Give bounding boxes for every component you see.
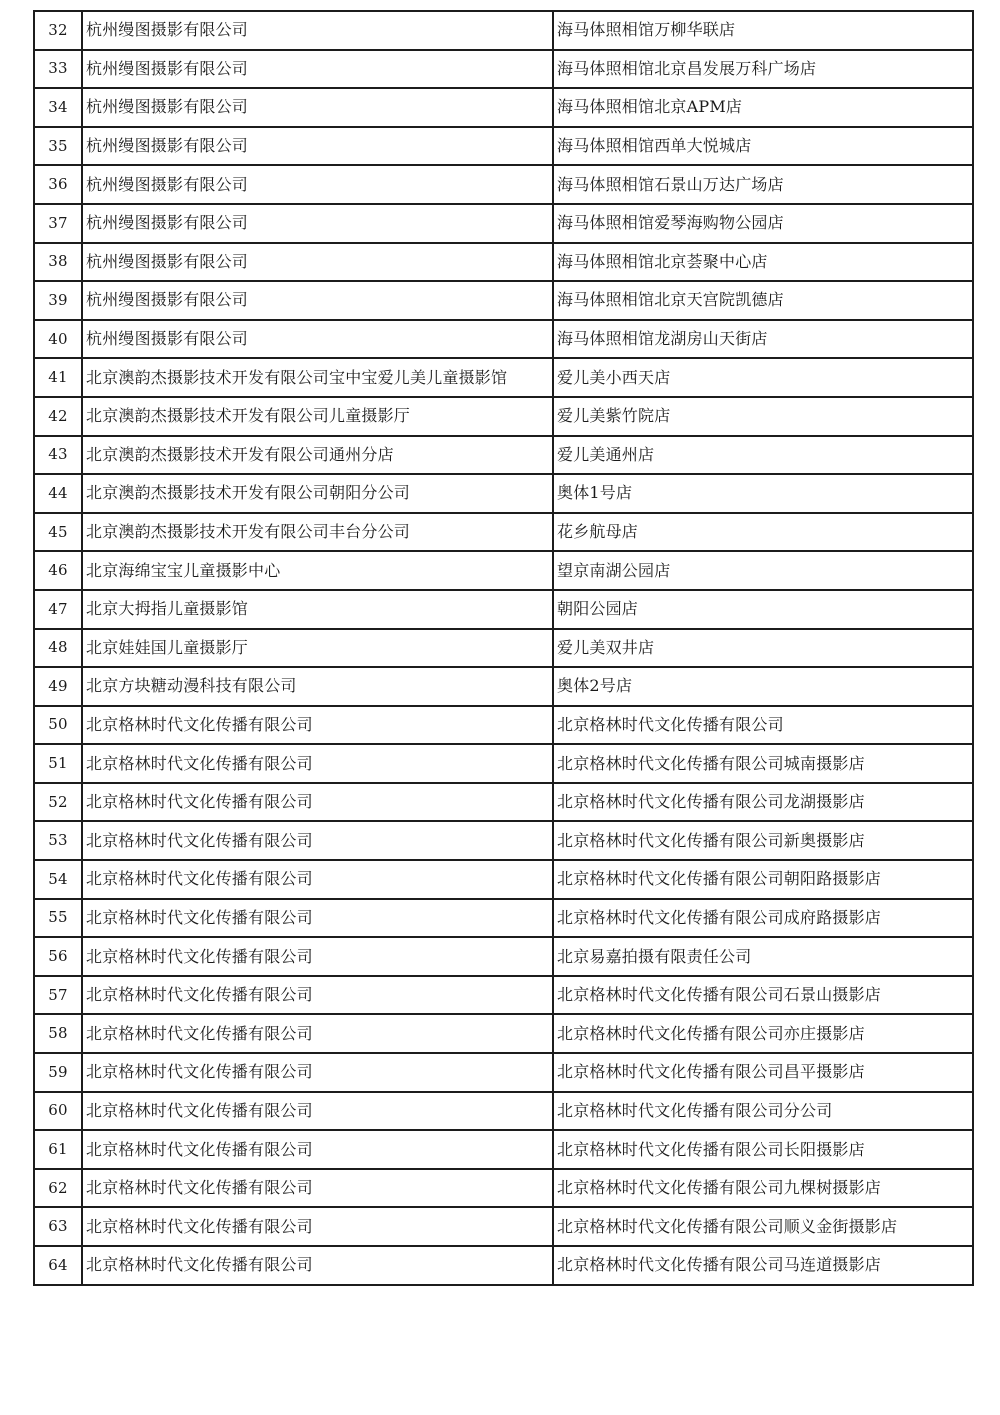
table-row [34, 821, 973, 860]
store-name-cell: 奥体2号店 [553, 667, 973, 706]
company-name-cell: 北京方块糖动漫科技有限公司 [82, 667, 553, 706]
company-name-cell: 北京格林时代文化传播有限公司 [82, 1014, 553, 1053]
table-row [34, 1014, 973, 1053]
store-name-cell: 海马体照相馆北京昌发展万科广场店 [553, 50, 973, 89]
store-list-table [33, 10, 974, 1286]
company-name-cell: 北京海绵宝宝儿童摄影中心 [82, 551, 553, 590]
company-name-cell: 北京格林时代文化传播有限公司 [82, 1092, 553, 1131]
company-name-cell: 北京格林时代文化传播有限公司 [82, 937, 553, 976]
row-number-cell: 59 [34, 1053, 82, 1092]
row-number-cell: 55 [34, 899, 82, 938]
row-number-cell: 48 [34, 629, 82, 668]
row-number-cell: 45 [34, 513, 82, 552]
company-name-cell: 北京大拇指儿童摄影馆 [82, 590, 553, 629]
table-row [34, 899, 973, 938]
store-name-cell: 北京格林时代文化传播有限公司马连道摄影店 [553, 1246, 973, 1285]
row-number-cell: 52 [34, 783, 82, 822]
company-name-cell: 北京澳韵杰摄影技术开发有限公司朝阳分公司 [82, 474, 553, 513]
row-number-cell: 33 [34, 50, 82, 89]
store-name-cell: 爱儿美通州店 [553, 436, 973, 475]
store-name-cell: 北京格林时代文化传播有限公司成府路摄影店 [553, 899, 973, 938]
company-name-cell: 杭州缦图摄影有限公司 [82, 320, 553, 359]
row-number-cell: 36 [34, 165, 82, 204]
store-name-cell: 北京格林时代文化传播有限公司顺义金街摄影店 [553, 1207, 973, 1246]
row-number-cell: 64 [34, 1246, 82, 1285]
company-name-cell: 杭州缦图摄影有限公司 [82, 281, 553, 320]
row-number-cell: 41 [34, 358, 82, 397]
table-row [34, 358, 973, 397]
row-number-cell: 39 [34, 281, 82, 320]
store-name-cell: 爱儿美紫竹院店 [553, 397, 973, 436]
store-name-cell: 海马体照相馆北京天宫院凯德店 [553, 281, 973, 320]
company-name-cell: 北京娃娃国儿童摄影厅 [82, 629, 553, 668]
table-row [34, 1169, 973, 1208]
row-number-cell: 47 [34, 590, 82, 629]
store-name-cell: 朝阳公园店 [553, 590, 973, 629]
row-number-cell: 34 [34, 88, 82, 127]
row-number-cell: 54 [34, 860, 82, 899]
table-row [34, 783, 973, 822]
company-name-cell: 北京澳韵杰摄影技术开发有限公司丰台分公司 [82, 513, 553, 552]
company-name-cell: 北京格林时代文化传播有限公司 [82, 744, 553, 783]
row-number-cell: 32 [34, 11, 82, 50]
company-name-cell: 北京格林时代文化传播有限公司 [82, 1169, 553, 1208]
company-name-cell: 北京格林时代文化传播有限公司 [82, 976, 553, 1015]
table-row [34, 1092, 973, 1131]
table-row [34, 551, 973, 590]
row-number-cell: 43 [34, 436, 82, 475]
store-name-cell: 爱儿美小西天店 [553, 358, 973, 397]
row-number-cell: 38 [34, 243, 82, 282]
table-row [34, 1130, 973, 1169]
company-name-cell: 北京澳韵杰摄影技术开发有限公司通州分店 [82, 436, 553, 475]
company-name-cell: 北京格林时代文化传播有限公司 [82, 706, 553, 745]
row-number-cell: 57 [34, 976, 82, 1015]
table-row [34, 88, 973, 127]
company-name-cell: 北京格林时代文化传播有限公司 [82, 899, 553, 938]
table-row [34, 281, 973, 320]
row-number-cell: 40 [34, 320, 82, 359]
store-name-cell: 奥体1号店 [553, 474, 973, 513]
table-body [34, 11, 973, 1285]
company-name-cell: 北京格林时代文化传播有限公司 [82, 783, 553, 822]
store-name-cell: 北京格林时代文化传播有限公司石景山摄影店 [553, 976, 973, 1015]
company-name-cell: 北京格林时代文化传播有限公司 [82, 1246, 553, 1285]
company-name-cell: 北京澳韵杰摄影技术开发有限公司宝中宝爱儿美儿童摄影馆 [82, 358, 553, 397]
company-name-cell: 北京格林时代文化传播有限公司 [82, 1130, 553, 1169]
store-name-cell: 北京格林时代文化传播有限公司 [553, 706, 973, 745]
company-name-cell: 北京格林时代文化传播有限公司 [82, 1207, 553, 1246]
row-number-cell: 46 [34, 551, 82, 590]
table-row [34, 937, 973, 976]
table-row [34, 629, 973, 668]
table-row [34, 1246, 973, 1285]
company-name-cell: 杭州缦图摄影有限公司 [82, 165, 553, 204]
store-name-cell: 北京格林时代文化传播有限公司分公司 [553, 1092, 973, 1131]
table-row [34, 11, 973, 50]
company-name-cell: 北京澳韵杰摄影技术开发有限公司儿童摄影厅 [82, 397, 553, 436]
row-number-cell: 49 [34, 667, 82, 706]
store-name-cell: 望京南湖公园店 [553, 551, 973, 590]
store-name-cell: 海马体照相馆爱琴海购物公园店 [553, 204, 973, 243]
table-row [34, 474, 973, 513]
store-name-cell: 海马体照相馆龙湖房山天街店 [553, 320, 973, 359]
company-name-cell: 杭州缦图摄影有限公司 [82, 127, 553, 166]
store-name-cell: 海马体照相馆万柳华联店 [553, 11, 973, 50]
row-number-cell: 61 [34, 1130, 82, 1169]
table-row [34, 1053, 973, 1092]
row-number-cell: 44 [34, 474, 82, 513]
table-row [34, 1207, 973, 1246]
company-name-cell: 杭州缦图摄影有限公司 [82, 88, 553, 127]
row-number-cell: 35 [34, 127, 82, 166]
store-name-cell: 海马体照相馆西单大悦城店 [553, 127, 973, 166]
store-name-cell: 北京格林时代文化传播有限公司城南摄影店 [553, 744, 973, 783]
row-number-cell: 53 [34, 821, 82, 860]
store-name-cell: 北京格林时代文化传播有限公司昌平摄影店 [553, 1053, 973, 1092]
company-name-cell: 杭州缦图摄影有限公司 [82, 11, 553, 50]
table-row [34, 706, 973, 745]
company-name-cell: 杭州缦图摄影有限公司 [82, 50, 553, 89]
store-name-cell: 北京格林时代文化传播有限公司朝阳路摄影店 [553, 860, 973, 899]
table-row [34, 243, 973, 282]
store-name-cell: 北京格林时代文化传播有限公司长阳摄影店 [553, 1130, 973, 1169]
row-number-cell: 60 [34, 1092, 82, 1131]
table-row [34, 50, 973, 89]
store-name-cell: 海马体照相馆石景山万达广场店 [553, 165, 973, 204]
company-name-cell: 北京格林时代文化传播有限公司 [82, 860, 553, 899]
store-name-cell: 北京格林时代文化传播有限公司龙湖摄影店 [553, 783, 973, 822]
table-row [34, 860, 973, 899]
store-name-cell: 北京格林时代文化传播有限公司亦庄摄影店 [553, 1014, 973, 1053]
table-row [34, 513, 973, 552]
store-name-cell: 北京格林时代文化传播有限公司新奥摄影店 [553, 821, 973, 860]
table-row [34, 320, 973, 359]
store-name-cell: 花乡航母店 [553, 513, 973, 552]
table-row [34, 590, 973, 629]
row-number-cell: 56 [34, 937, 82, 976]
store-name-cell: 海马体照相馆北京荟聚中心店 [553, 243, 973, 282]
company-name-cell: 北京格林时代文化传播有限公司 [82, 1053, 553, 1092]
row-number-cell: 58 [34, 1014, 82, 1053]
table-row [34, 744, 973, 783]
table-row [34, 436, 973, 475]
table-row [34, 667, 973, 706]
company-name-cell: 杭州缦图摄影有限公司 [82, 204, 553, 243]
row-number-cell: 37 [34, 204, 82, 243]
store-name-cell: 爱儿美双井店 [553, 629, 973, 668]
row-number-cell: 63 [34, 1207, 82, 1246]
row-number-cell: 50 [34, 706, 82, 745]
company-name-cell: 杭州缦图摄影有限公司 [82, 243, 553, 282]
table-row [34, 397, 973, 436]
table-row [34, 976, 973, 1015]
row-number-cell: 42 [34, 397, 82, 436]
table-row [34, 204, 973, 243]
company-name-cell: 北京格林时代文化传播有限公司 [82, 821, 553, 860]
table-row [34, 127, 973, 166]
store-name-cell: 北京易嘉拍摄有限责任公司 [553, 937, 973, 976]
row-number-cell: 51 [34, 744, 82, 783]
row-number-cell: 62 [34, 1169, 82, 1208]
store-name-cell: 北京格林时代文化传播有限公司九棵树摄影店 [553, 1169, 973, 1208]
store-name-cell: 海马体照相馆北京APM店 [553, 88, 973, 127]
table-row [34, 165, 973, 204]
